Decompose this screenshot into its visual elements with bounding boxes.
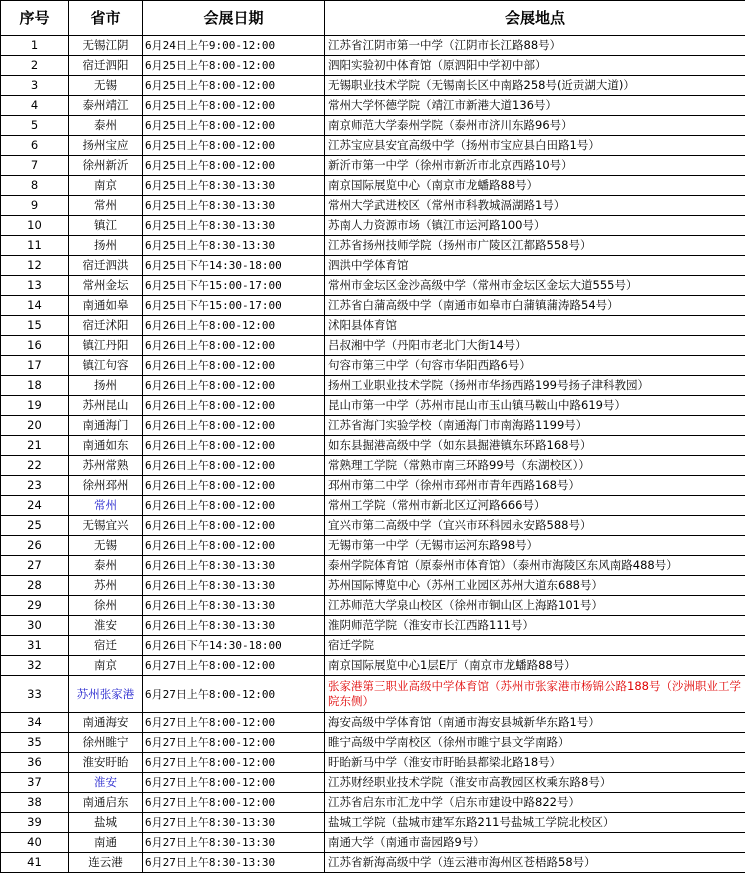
table-row [1,636,745,656]
row-venue: 宜兴市第二高级中学（宜兴市环科园永安路588号） [325,516,745,536]
row-number: 3 [1,76,69,96]
header-date: 会展日期 [143,1,325,36]
row-city: 南通如皋 [69,296,143,316]
row-date: 6月27日上午8:00-12:00 [143,733,325,753]
row-venue: 江苏省海门实验学校（南通海门市南海路1199号） [325,416,745,436]
row-city: 南京 [69,176,143,196]
row-venue: 江苏省新海高级中学（连云港市海州区苍梧路58号） [325,853,745,873]
table-row [1,56,745,76]
row-city: 泰州 [69,116,143,136]
row-date: 6月25日上午8:00-12:00 [143,156,325,176]
row-number: 4 [1,96,69,116]
row-city: 无锡 [69,536,143,556]
row-city: 徐州新沂 [69,156,143,176]
row-city: 宿迁泗洪 [69,256,143,276]
table-row [1,833,745,853]
row-city: 淮安 [69,773,143,793]
row-number: 36 [1,753,69,773]
row-date: 6月26日上午8:00-12:00 [143,516,325,536]
row-number: 29 [1,596,69,616]
row-venue: 江苏财经职业技术学院（淮安市高教园区枚乘东路8号） [325,773,745,793]
table-row [1,416,745,436]
table-row [1,676,745,713]
table-row [1,516,745,536]
header-venue: 会展地点 [325,1,745,36]
row-city: 淮安 [69,616,143,636]
row-date: 6月26日上午8:00-12:00 [143,396,325,416]
row-date: 6月26日上午8:00-12:00 [143,416,325,436]
row-date: 6月27日上午8:30-13:30 [143,833,325,853]
row-number: 5 [1,116,69,136]
row-city: 淮安盱眙 [69,753,143,773]
row-venue: 南京国际展览中心1层E厅（南京市龙蟠路88号） [325,656,745,676]
row-city: 宿迁 [69,636,143,656]
row-date: 6月25日上午8:30-13:30 [143,176,325,196]
row-date: 6月24日上午9:00-12:00 [143,36,325,56]
row-city: 苏州张家港 [69,676,143,713]
table-row [1,556,745,576]
row-number: 12 [1,256,69,276]
row-city: 镇江句容 [69,356,143,376]
row-date: 6月25日上午8:00-12:00 [143,96,325,116]
row-venue: 睢宁高级中学南校区（徐州市睢宁县文学南路） [325,733,745,753]
row-number: 17 [1,356,69,376]
row-date: 6月26日上午8:30-13:30 [143,616,325,636]
table-row [1,196,745,216]
row-date: 6月26日上午8:00-12:00 [143,476,325,496]
row-venue: 邳州市第二中学（徐州市邳州市青年西路168号） [325,476,745,496]
table-row [1,576,745,596]
row-city: 南通如东 [69,436,143,456]
table-row [1,396,745,416]
row-date: 6月27日上午8:00-12:00 [143,793,325,813]
table-row [1,496,745,516]
table-row [1,256,745,276]
row-date: 6月25日下午15:00-17:00 [143,296,325,316]
row-venue: 常熟理工学院（常熟市南三环路99号（东湖校区）） [325,456,745,476]
row-date: 6月25日上午8:00-12:00 [143,116,325,136]
row-city: 南通启东 [69,793,143,813]
row-venue: 常州大学武进校区（常州市科教城滆湖路1号） [325,196,745,216]
row-city: 扬州 [69,236,143,256]
row-venue: 张家港第三职业高级中学体育馆（苏州市张家港市杨锦公路188号（沙洲职业工学院东侧） [325,676,745,713]
row-date: 6月25日上午8:30-13:30 [143,216,325,236]
table-body [1,36,745,873]
table-row [1,116,745,136]
table-row [1,276,745,296]
row-date: 6月26日上午8:00-12:00 [143,356,325,376]
row-venue: 淮阴师范学院（淮安市长江西路111号） [325,616,745,636]
row-number: 22 [1,456,69,476]
row-city: 盐城 [69,813,143,833]
row-city: 扬州 [69,376,143,396]
row-city: 南通 [69,833,143,853]
row-city: 南京 [69,656,143,676]
row-venue: 江苏师范大学泉山校区（徐州市铜山区上海路101号） [325,596,745,616]
row-venue: 句容市第三中学（句容市华阳西路6号） [325,356,745,376]
header-city: 省市 [69,1,143,36]
row-venue: 常州市金坛区金沙高级中学（常州市金坛区金坛大道555号） [325,276,745,296]
table-row [1,536,745,556]
row-venue: 无锡市第一中学（无锡市运河东路98号） [325,536,745,556]
row-date: 6月27日上午8:00-12:00 [143,773,325,793]
table-row [1,296,745,316]
table-row [1,813,745,833]
row-venue: 江苏省扬州技师学院（扬州市广陵区江都路558号） [325,236,745,256]
row-number: 32 [1,656,69,676]
row-venue: 如东县掘港高级中学（如东县掘港镇东环路168号） [325,436,745,456]
row-number: 21 [1,436,69,456]
table-row [1,476,745,496]
row-number: 20 [1,416,69,436]
row-venue: 泗阳实验初中体育馆（原泗阳中学初中部） [325,56,745,76]
row-venue: 苏州国际博览中心（苏州工业园区苏州大道东688号） [325,576,745,596]
row-number: 24 [1,496,69,516]
row-venue: 无锡职业技术学院（无锡南长区中南路258号(近贡湖大道)） [325,76,745,96]
row-number: 1 [1,36,69,56]
row-city: 徐州邳州 [69,476,143,496]
table-row [1,616,745,636]
row-date: 6月26日上午8:00-12:00 [143,456,325,476]
row-date: 6月26日上午8:00-12:00 [143,336,325,356]
row-number: 6 [1,136,69,156]
row-city: 常州 [69,496,143,516]
row-date: 6月27日上午8:00-12:00 [143,713,325,733]
row-venue: 江苏省江阴市第一中学（江阴市长江路88号） [325,36,745,56]
row-city: 无锡宜兴 [69,516,143,536]
row-date: 6月27日上午8:00-12:00 [143,676,325,713]
row-city: 南通海门 [69,416,143,436]
table-row [1,36,745,56]
table-row [1,773,745,793]
row-city: 宿迁泗阳 [69,56,143,76]
row-city: 泰州靖江 [69,96,143,116]
row-number: 2 [1,56,69,76]
row-date: 6月25日上午8:30-13:30 [143,236,325,256]
row-date: 6月27日上午8:30-13:30 [143,813,325,833]
row-city: 徐州睢宁 [69,733,143,753]
row-number: 8 [1,176,69,196]
table-row [1,753,745,773]
row-venue: 盐城工学院（盐城市建军东路211号盐城工学院北校区） [325,813,745,833]
row-date: 6月26日上午8:30-13:30 [143,596,325,616]
row-venue: 新沂市第一中学（徐州市新沂市北京西路10号） [325,156,745,176]
row-number: 30 [1,616,69,636]
row-venue: 盱眙新马中学（淮安市盱眙县都梁北路18号） [325,753,745,773]
row-number: 9 [1,196,69,216]
table-row [1,713,745,733]
row-number: 34 [1,713,69,733]
row-venue: 宿迁学院 [325,636,745,656]
row-venue: 常州工学院（常州市新北区辽河路666号） [325,496,745,516]
row-date: 6月25日上午8:00-12:00 [143,56,325,76]
row-date: 6月26日上午8:00-12:00 [143,436,325,456]
header-row [1,1,745,36]
row-date: 6月26日上午8:00-12:00 [143,536,325,556]
table-row [1,176,745,196]
row-number: 25 [1,516,69,536]
table-row [1,156,745,176]
row-venue: 吕叔湘中学（丹阳市老北门大街14号） [325,336,745,356]
row-venue: 江苏省启东市汇龙中学（启东市建设中路822号） [325,793,745,813]
row-date: 6月27日上午8:00-12:00 [143,753,325,773]
row-date: 6月26日上午8:00-12:00 [143,316,325,336]
header-no: 序号 [1,1,69,36]
row-number: 19 [1,396,69,416]
row-number: 11 [1,236,69,256]
row-number: 14 [1,296,69,316]
row-venue: 南京国际展览中心（南京市龙蟠路88号） [325,176,745,196]
table-row [1,376,745,396]
row-venue: 泗洪中学体育馆 [325,256,745,276]
table-row [1,136,745,156]
row-number: 28 [1,576,69,596]
row-number: 7 [1,156,69,176]
row-date: 6月25日上午8:00-12:00 [143,136,325,156]
row-date: 6月25日下午14:30-18:00 [143,256,325,276]
row-city: 常州 [69,196,143,216]
row-city: 无锡江阴 [69,36,143,56]
table-row [1,793,745,813]
table-row [1,96,745,116]
row-venue: 昆山市第一中学（苏州市昆山市玉山镇马鞍山中路619号） [325,396,745,416]
row-date: 6月26日上午8:00-12:00 [143,376,325,396]
row-date: 6月27日上午8:00-12:00 [143,656,325,676]
row-date: 6月25日下午15:00-17:00 [143,276,325,296]
row-venue: 泰州学院体育馆（原泰州市体育馆）（泰州市海陵区东风南路488号） [325,556,745,576]
table-row [1,76,745,96]
row-city: 连云港 [69,853,143,873]
row-number: 23 [1,476,69,496]
row-city: 镇江丹阳 [69,336,143,356]
row-city: 南通海安 [69,713,143,733]
table-row [1,216,745,236]
row-venue: 江苏宝应县安宜高级中学（扬州市宝应县白田路1号） [325,136,745,156]
row-venue: 南通大学（南通市啬园路9号） [325,833,745,853]
row-number: 18 [1,376,69,396]
row-city: 泰州 [69,556,143,576]
row-number: 41 [1,853,69,873]
row-date: 6月26日下午14:30-18:00 [143,636,325,656]
row-number: 10 [1,216,69,236]
row-number: 26 [1,536,69,556]
table-row [1,656,745,676]
row-city: 徐州 [69,596,143,616]
row-city: 苏州 [69,576,143,596]
row-date: 6月26日上午8:30-13:30 [143,556,325,576]
row-venue: 南京师范大学泰州学院（泰州市济川东路96号） [325,116,745,136]
row-city: 无锡 [69,76,143,96]
row-number: 39 [1,813,69,833]
table-row [1,316,745,336]
row-number: 16 [1,336,69,356]
row-venue: 海安高级中学体育馆（南通市海安县城新华东路1号） [325,713,745,733]
table-row [1,456,745,476]
row-number: 31 [1,636,69,656]
row-city: 镇江 [69,216,143,236]
row-city: 宿迁沭阳 [69,316,143,336]
row-city: 苏州常熟 [69,456,143,476]
table-row [1,853,745,873]
row-city: 扬州宝应 [69,136,143,156]
table-row [1,436,745,456]
row-number: 27 [1,556,69,576]
row-number: 40 [1,833,69,853]
row-venue: 苏南人力资源市场（镇江市运河路100号） [325,216,745,236]
row-date: 6月26日上午8:00-12:00 [143,496,325,516]
row-city: 常州金坛 [69,276,143,296]
row-number: 38 [1,793,69,813]
row-date: 6月25日上午8:30-13:30 [143,196,325,216]
row-number: 33 [1,676,69,713]
table-row [1,733,745,753]
table-row [1,596,745,616]
table-row [1,356,745,376]
row-date: 6月26日上午8:30-13:30 [143,576,325,596]
row-number: 13 [1,276,69,296]
row-number: 35 [1,733,69,753]
row-date: 6月27日上午8:30-13:30 [143,853,325,873]
row-number: 37 [1,773,69,793]
row-number: 15 [1,316,69,336]
row-venue: 江苏省白蒲高级中学（南通市如皋市白蒲镇蒲涛路54号） [325,296,745,316]
row-city: 苏州昆山 [69,396,143,416]
row-date: 6月25日上午8:00-12:00 [143,76,325,96]
table-row [1,336,745,356]
table-row [1,236,745,256]
row-venue: 沭阳县体育馆 [325,316,745,336]
row-venue: 常州大学怀德学院（靖江市新港大道136号） [325,96,745,116]
row-venue: 扬州工业职业技术学院（扬州市华扬西路199号扬子津科教园） [325,376,745,396]
